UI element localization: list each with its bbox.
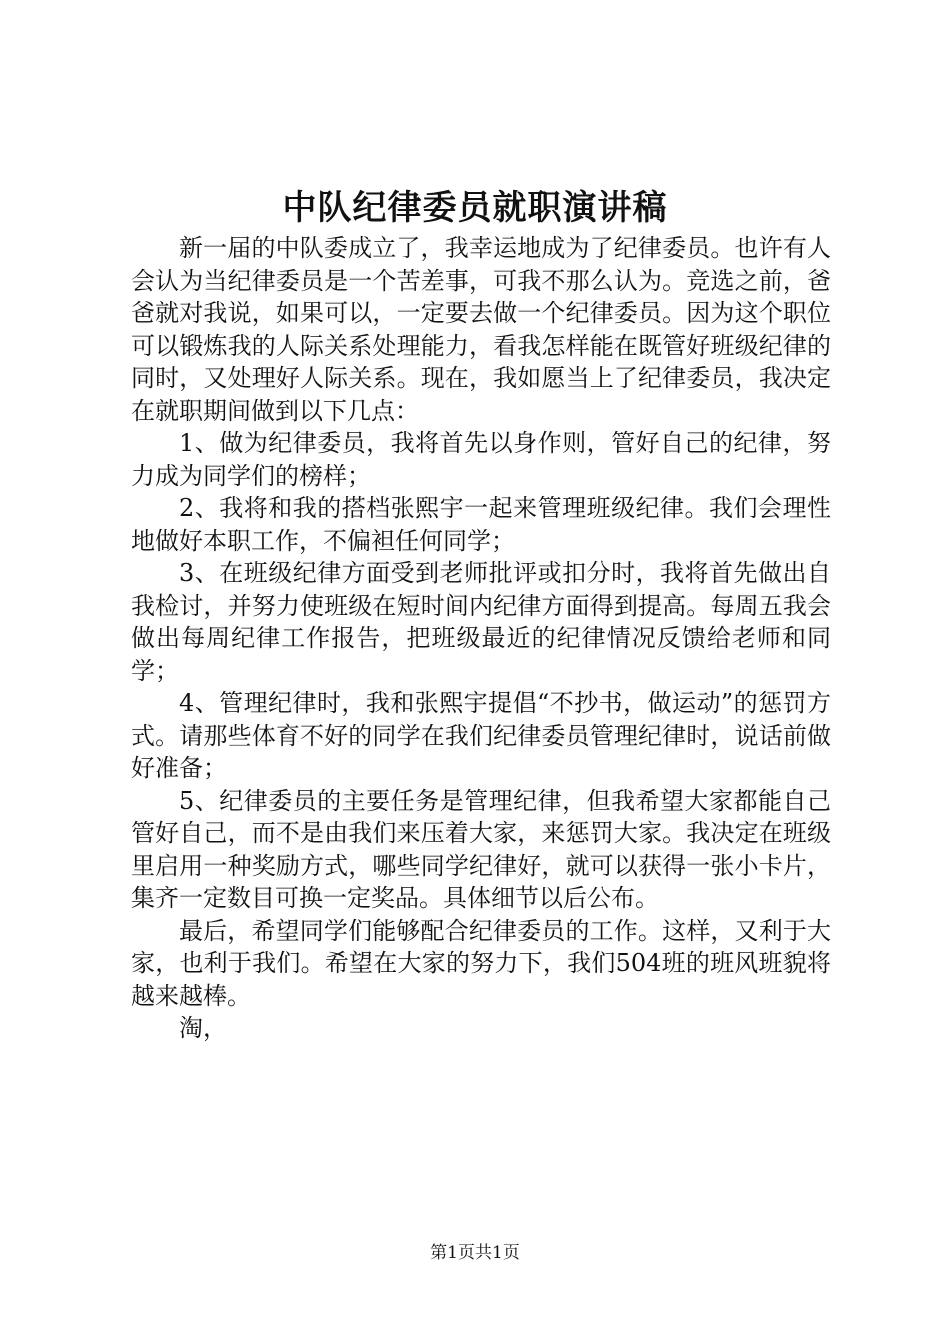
paragraph-intro: 新一届的中队委成立了，我幸运地成为了纪律委员。也许有人会认为当纪律委员是一个苦差事，可我不那么认为。竞选之前，爸爸就对我说，如果可以，一定要去做一个纪律委员。因为这个职位可以锻炼我的人际关系处理能力，看我怎样能在既管好班级纪律的同时，又处理好人际关系。现在，我如愿当上了纪律委员，我决定在就职期间做到以下几点： <box>131 234 831 425</box>
document-body <box>131 232 831 1045</box>
paragraph-conclusion: 最后，希望同学们能够配合纪律委员的工作。这样，又利于大家，也利于我们。希望在大家的努力下，我们504班的班风班貌将越来越棒。 <box>131 916 831 1010</box>
document-title: 中队纪律委员就职演讲稿 <box>282 188 668 228</box>
paragraph-point-5: 5、纪律委员的主要任务是管理纪律，但我希望大家都能自己管好自己，而不是由我们来压着大家，来惩罚大家。我决定在班级里启用一种奖励方式，哪些同学纪律好，就可以获得一张小卡片，集齐一定数目可换一定奖品。具体细节以后公布。 <box>131 786 831 912</box>
paragraph-trailing: 淘， <box>179 1014 227 1042</box>
paragraph-point-2: 2、我将和我的搭档张熙宇一起来管理班级纪律。我们会理性地做好本职工作，不偏袒任何同学； <box>131 494 831 555</box>
page-footer <box>0 1242 950 1264</box>
page-number-total: 共1页 <box>475 1243 520 1263</box>
paragraph-point-4: 4、管理纪律时，我和张熙宇提倡“不抄书，做运动”的惩罚方式。请那些体育不好的同学在我们纪律委员管理纪律时，说话前做好准备； <box>131 689 831 782</box>
paragraph-point-1: 1、做为纪律委员，我将首先以身作则，管好自己的纪律，努力成为同学们的榜样； <box>131 429 831 490</box>
paragraph-point-3: 3、在班级纪律方面受到老师批评或扣分时，我将首先做出自我检讨，并努力使班级在短时间内纪律方面得到提高。每周五我会做出每周纪律工作报告，把班级最近的纪律情况反馈给老师和同学； <box>131 559 831 685</box>
page-number-current: 第1页 <box>430 1243 475 1263</box>
